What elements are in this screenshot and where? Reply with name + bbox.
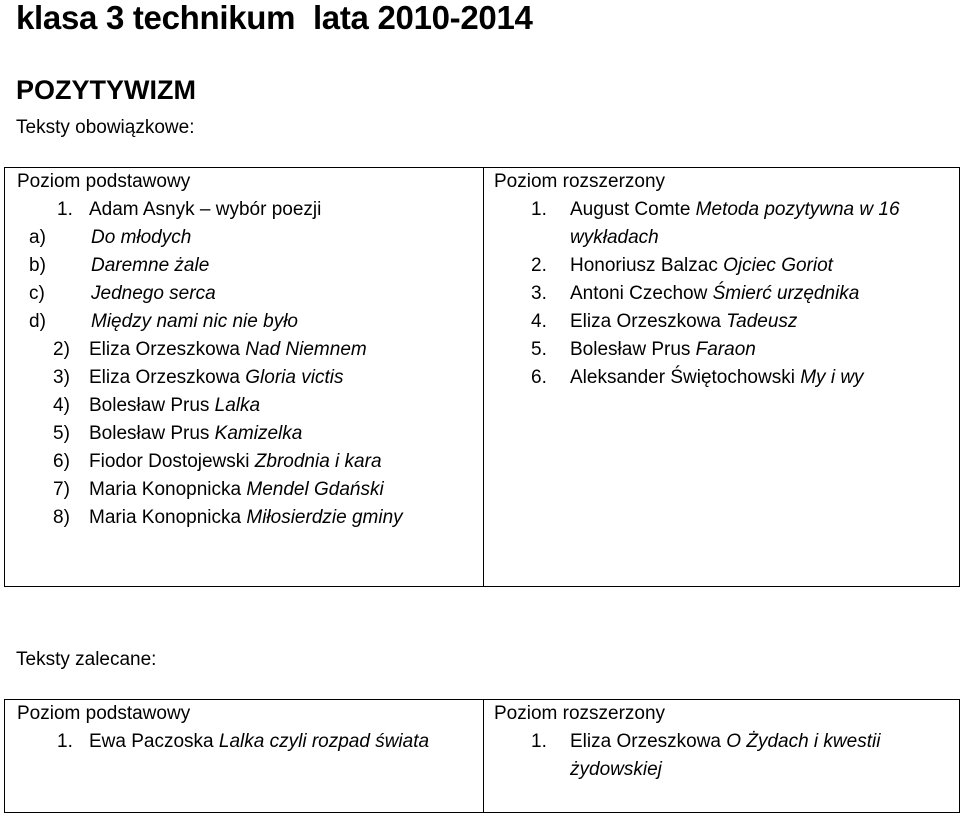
list-item: 7) Maria Konopnicka Mendel Gdański [53, 479, 384, 500]
list-item: 1. Adam Asnyk – wybór poezji [57, 199, 322, 220]
list-item: 4. Eliza Orzeszkowa Tadeusz [531, 311, 798, 332]
list-item: b) Daremne żale [29, 255, 210, 276]
list-item: 1. Eliza Orzeszkowa O Żydach i kwestii żydowskiej [531, 731, 881, 780]
list-item: 6) Fiodor Dostojewski Zbrodnia i kara [53, 451, 382, 472]
list-item: 5. Bolesław Prus Faraon [531, 339, 756, 360]
extended-level-heading: Poziom rozszerzony [494, 703, 666, 724]
period-heading: POZYTYWIZM [16, 75, 196, 105]
column-divider [483, 700, 484, 812]
list-item: a) Do młodych [29, 227, 192, 248]
list-item: 1. August Comte Metoda pozytywna w 16 wykładach [531, 199, 900, 248]
column-divider [483, 168, 484, 586]
basic-level-heading: Poziom podstawowy [17, 703, 191, 724]
required-texts-table [4, 167, 960, 587]
extended-level-column [494, 168, 954, 392]
extended-level-heading: Poziom rozszerzony [494, 171, 666, 192]
list-item: c) Jednego serca [29, 283, 216, 304]
list-item: 5) Bolesław Prus Kamizelka [53, 423, 303, 444]
document-title: klasa 3 technikum lata 2010-2014 [16, 0, 533, 36]
recommended-texts-label: Teksty zalecane: [16, 649, 157, 670]
list-item: 2. Honoriusz Balzac Ojciec Goriot [531, 255, 833, 276]
list-item: 2) Eliza Orzeszkowa Nad Niemnem [53, 339, 367, 360]
basic-level-column [17, 168, 477, 532]
required-texts-label: Teksty obowiązkowe: [16, 117, 195, 138]
list-item: d) Między nami nic nie było [29, 311, 298, 332]
list-item: 1. Ewa Paczoska Lalka czyli rozpad świata [57, 731, 430, 752]
recommended-texts-table [4, 699, 960, 813]
basic-level-heading: Poziom podstawowy [17, 171, 191, 192]
basic-level-column [17, 700, 477, 756]
list-item: 3. Antoni Czechow Śmierć urzędnika [531, 283, 860, 304]
list-item: 4) Bolesław Prus Lalka [53, 395, 261, 416]
list-item: 8) Maria Konopnicka Miłosierdzie gminy [53, 507, 403, 528]
list-item: 6. Aleksander Świętochowski My i wy [531, 367, 864, 388]
extended-level-column [494, 700, 954, 784]
list-item: 3) Eliza Orzeszkowa Gloria victis [53, 367, 344, 388]
